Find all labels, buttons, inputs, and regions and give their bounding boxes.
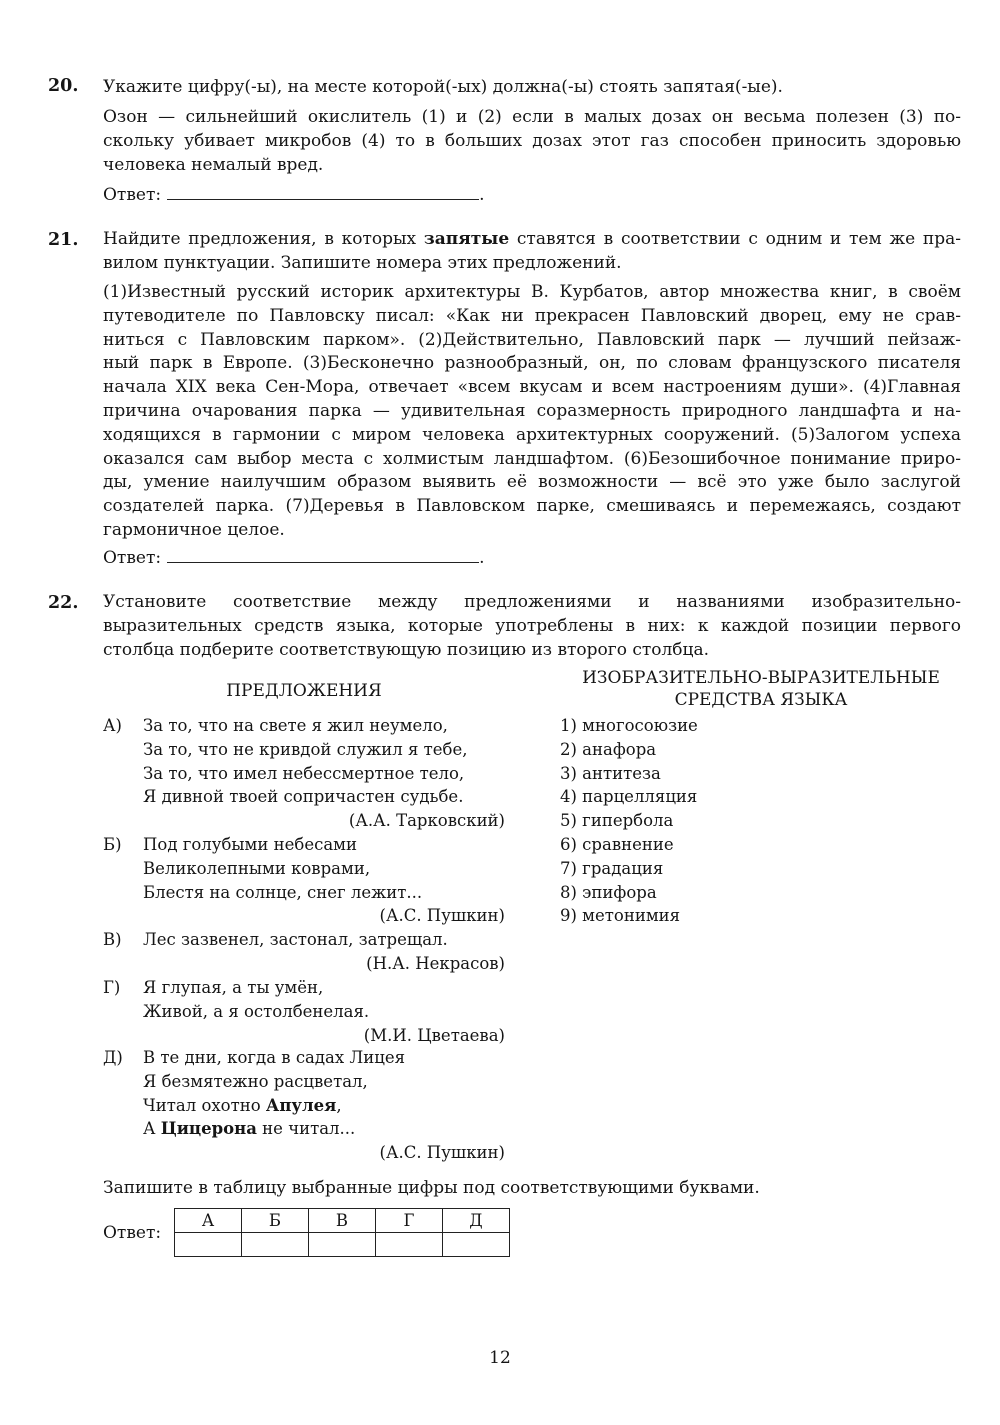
sentence-d <box>103 1046 505 1166</box>
question-prompt <box>103 591 961 662</box>
question-text <box>103 106 961 177</box>
question-prompt <box>103 228 961 276</box>
prompt-bold-word: запятые <box>423 229 510 249</box>
poem-author: (М.И. Цветаева) <box>363 1025 505 1045</box>
poem-fragment: Читал охотно <box>143 1095 266 1115</box>
answer-table-header: Б <box>242 1209 309 1233</box>
poem-fragment: не читал... <box>256 1119 356 1139</box>
text-line: (1)Известный русский историк архитектуры В. Курбатов, автор множества книг, в своём <box>103 282 961 302</box>
poem-line: Я дивной твоей сопричастен судьбе. <box>143 787 464 807</box>
means-item: 6) сравнение <box>560 834 674 854</box>
answer-label: Ответ: <box>103 548 162 568</box>
header-line: ИЗОБРАЗИТЕЛЬНО-ВЫРАЗИТЕЛЬНЫЕ <box>582 668 940 688</box>
answer-table-input-row <box>175 1233 510 1257</box>
answer-table-header: А <box>175 1209 242 1233</box>
text-line: ниться с Павловским парком». (2)Действительно, Павловский парк — лучший пейзаж- <box>103 329 961 350</box>
means-item: 3) антитеза <box>560 763 661 783</box>
prompt-fragment: Найдите предложения, в которых <box>103 229 424 249</box>
text-line: путеводителе по Павловску писал: «Как ни прекрасен Павловский дворец, ему не срав- <box>103 305 961 326</box>
text-line: оказался сам выбор места с холмистым ландшафтом. (6)Безошибочное понимание приро- <box>103 448 961 469</box>
means-item: 9) метонимия <box>560 906 681 926</box>
answer-table-header: Г <box>376 1209 443 1233</box>
poem-bold-word: Апулея <box>265 1095 337 1115</box>
poem-line: Я глупая, а ты умён, <box>143 978 324 997</box>
poem-line: Блестя на солнце, снег лежит... <box>143 882 423 902</box>
page-number: 12 <box>489 1348 511 1368</box>
text-line: ды, умение наилучшим образом выявить её возможности — всё это уже было заслугой <box>103 472 961 493</box>
question-prompt: Укажите цифру(-ы), на месте которой(-ых) должна(-ы) стоять запятая(-ые). <box>103 77 783 97</box>
right-column-header <box>555 667 967 711</box>
poem-fragment: А <box>143 1119 161 1139</box>
answer-table <box>174 1208 510 1257</box>
text-line: скольку убивает микробов (4) то в больших дозах этот газ способен приносить здоровью <box>103 130 961 151</box>
means-item: 1) многосоюзие <box>560 716 698 735</box>
sentence-g <box>103 976 505 1048</box>
prompt-line <box>103 228 961 252</box>
poem-line <box>143 1117 355 1141</box>
poem-line: За то, что не кривдой служил я тебе, <box>143 739 468 759</box>
answer-cell-v[interactable] <box>309 1233 376 1257</box>
sentence-a <box>103 714 505 834</box>
text-line: Озон — сильнейший окислитель (1) и (2) если в малых дозах он весьма полезен (3) по- <box>103 107 961 127</box>
text-line: ходящихся в гармонии с миром человека архитектурных сооружений. (5)Залогом успеха <box>103 424 961 445</box>
sentence-v <box>103 928 505 976</box>
prompt-line: вилом пунктуации. Запишите номера этих предложений. <box>103 252 622 273</box>
sentence-letter: Б) <box>103 835 122 854</box>
poem-author: (А.С. Пушкин) <box>379 906 505 926</box>
prompt-fragment: ставятся в соответствии с одним и тем же пра- <box>509 229 961 249</box>
answer-table-header: Д <box>443 1209 510 1233</box>
means-item: 5) гипербола <box>560 811 674 831</box>
text-line: ный парк в Европе. (3)Бесконечно разнообразный, он, по словам французского писателя <box>103 353 961 374</box>
question-number: 22. <box>48 593 79 613</box>
means-item: 4) парцелляция <box>560 787 698 807</box>
poem-line: За то, что на свете я жил неумело, <box>143 716 448 735</box>
sentence-b <box>103 833 505 929</box>
means-list <box>560 714 698 928</box>
poem-line: Под голубыми небесами <box>143 835 358 854</box>
poem-line: Живой, а я остолбенелая. <box>143 1001 370 1021</box>
text-line: гармоничное целое. <box>103 519 285 540</box>
answer-label: Ответ: <box>103 185 162 205</box>
answer-cell-g[interactable] <box>376 1233 443 1257</box>
poem-line: Великолепными коврами, <box>143 858 371 878</box>
answer-table-header-row <box>175 1209 510 1233</box>
answer-cell-a[interactable] <box>175 1233 242 1257</box>
left-column-header: ПРЕДЛОЖЕНИЯ <box>226 681 382 701</box>
sentence-letter: Г) <box>103 978 121 997</box>
answer-field[interactable]: Ответ: . <box>103 185 485 205</box>
answer-table-header: В <box>309 1209 376 1233</box>
prompt-line: Установите соответствие между предложениями и названиями изобразительно- <box>103 592 961 612</box>
question-number: 20. <box>48 76 79 96</box>
poem-author: (А.А. Тарковский) <box>348 811 505 831</box>
poem-line: Я безмятежно расцветал, <box>143 1071 368 1091</box>
poem-bold-word: Цицерона <box>160 1119 257 1139</box>
text-line: причина очарования парка — удивительная соразмерность природного ландшафта и на- <box>103 400 961 421</box>
answer-blank[interactable] <box>167 183 479 200</box>
text-line: начала XIX века Сен-Мора, отвечает «всем вкусам и всем настроениям души». (4)Главная <box>103 377 961 398</box>
poem-line: В те дни, когда в садах Лицея <box>143 1048 405 1067</box>
table-instruction: Запишите в таблицу выбранные цифры под соответствующими буквами. <box>103 1178 760 1198</box>
means-item: 7) градация <box>560 858 664 878</box>
question-number: 21. <box>48 230 79 250</box>
answer-blank[interactable] <box>167 546 479 563</box>
text-line: создателей парка. (7)Деревья в Павловском парке, смешиваясь и перемежаясь, создают <box>103 496 961 517</box>
poem-author: (А.С. Пушкин) <box>379 1143 505 1163</box>
sentence-letter: В) <box>103 930 122 949</box>
answer-field[interactable]: Ответ: . <box>103 548 485 568</box>
poem-line: За то, что имел небессмертное тело, <box>143 763 465 783</box>
prompt-line: выразительных средств языка, которые употреблены в них: к каждой позиции первого <box>103 615 961 636</box>
answer-cell-b[interactable] <box>242 1233 309 1257</box>
poem-author: (Н.А. Некрасов) <box>366 953 505 973</box>
poem-line <box>143 1094 342 1118</box>
sentence-letter: А) <box>103 716 122 735</box>
poem-fragment: , <box>336 1095 342 1115</box>
answer-cell-d[interactable] <box>443 1233 510 1257</box>
header-line: СРЕДСТВА ЯЗЫКА <box>674 690 848 710</box>
means-item: 8) эпифора <box>560 882 657 902</box>
sentence-letter: Д) <box>103 1048 123 1067</box>
answer-label: Ответ: <box>103 1223 162 1243</box>
poem-line: Лес зазвенел, застонал, затрещал. <box>143 930 448 949</box>
text-line: человека немалый вред. <box>103 154 324 175</box>
question-text <box>103 281 961 543</box>
prompt-line: столбца подберите соответствующую позицию из второго столбца. <box>103 639 709 660</box>
means-item: 2) анафора <box>560 739 657 759</box>
